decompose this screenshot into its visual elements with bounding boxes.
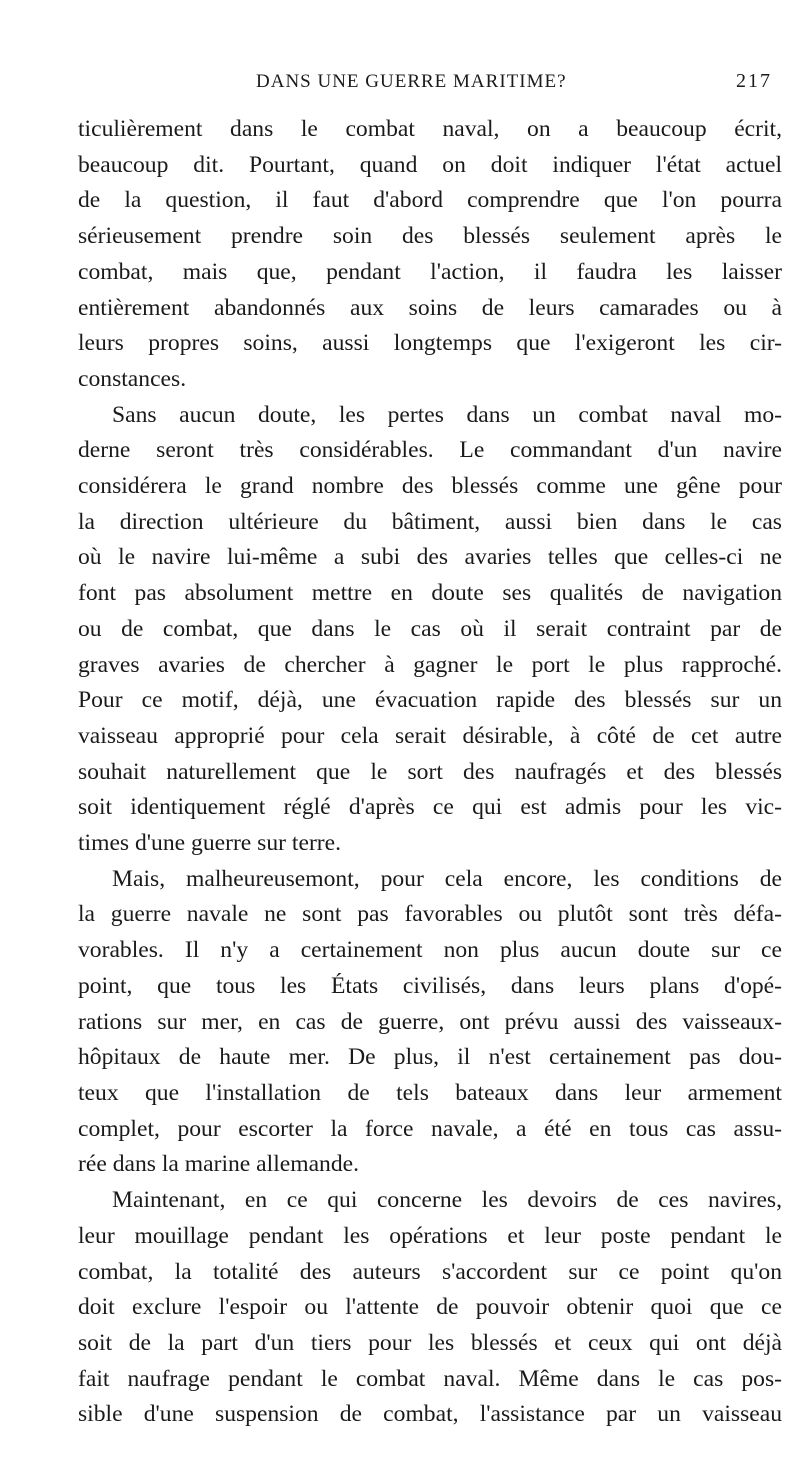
paragraph bbox=[78, 862, 782, 1183]
text-line: leurs propres soins, aussi longtemps que l'exigeront les cir- bbox=[78, 330, 782, 357]
text-line: où le navire lui-même a subi des avaries telles que celles-ci ne bbox=[78, 544, 782, 571]
text-line: soit de la part d'un tiers pour les blessés et ceux qui ont déjà bbox=[78, 1329, 782, 1356]
text-line: graves avaries de chercher à gagner le port le plus rapproché. bbox=[78, 651, 782, 678]
text-line: vaisseau approprié pour cela serait désirable, à côté de cet autre bbox=[78, 722, 782, 749]
text-line: Sans aucun doute, les pertes dans un combat naval mo- bbox=[112, 401, 782, 428]
text-line: considérera le grand nombre des blessés comme une gêne pour bbox=[78, 473, 782, 500]
text-line: complet, pour escorter la force navale, a été en tous cas assu- bbox=[78, 1115, 782, 1142]
text-line: combat, mais que, pendant l'action, il faudra les laisser bbox=[78, 258, 782, 285]
text-line: rations sur mer, en cas de guerre, ont prévu aussi des vaisseaux- bbox=[78, 1008, 782, 1035]
text-line: sible d'une suspension de combat, l'assistance par un vaisseau bbox=[78, 1401, 782, 1428]
text-line: derne seront très considérables. Le commandant d'un navire bbox=[78, 437, 782, 464]
text-line: ou de combat, que dans le cas où il serait contraint par de bbox=[78, 615, 782, 642]
text-line: soit identiquement réglé d'après ce qui est admis pour les vic- bbox=[78, 794, 782, 821]
text-line: font pas absolument mettre en doute ses qualités de navigation bbox=[78, 580, 782, 607]
text-line: la guerre navale ne sont pas favorables ou plutôt sont très défa- bbox=[78, 901, 782, 928]
text-line: combat, la totalité des auteurs s'accordent sur ce point qu'on bbox=[78, 1258, 782, 1285]
text-line: Pour ce motif, déjà, une évacuation rapide des blessés sur un bbox=[78, 687, 782, 714]
paragraph bbox=[78, 1183, 782, 1433]
text-line: sérieusement prendre soin des blessés seulement après le bbox=[78, 223, 782, 250]
paragraph bbox=[78, 398, 782, 862]
text-line: vorables. Il n'y a certainement non plus aucun doute sur ce bbox=[78, 937, 782, 964]
page-number: 217 bbox=[736, 70, 772, 92]
text-line: beaucoup dit. Pourtant, quand on doit indiquer l'état actuel bbox=[78, 151, 782, 178]
text-line: souhait naturellement que le sort des naufragés et des blessés bbox=[78, 758, 782, 785]
text-line: constances. bbox=[78, 365, 187, 392]
text-line: hôpitaux de haute mer. De plus, il n'est certainement pas dou- bbox=[78, 1044, 782, 1071]
running-title: DANS UNE GUERRE MARITIME? bbox=[256, 71, 567, 92]
text-line: teux que l'installation de tels bateaux dans leur armement bbox=[78, 1079, 782, 1106]
text-line: Mais, malheureusemont, pour cela encore, les conditions de bbox=[112, 865, 782, 892]
text-line: Maintenant, en ce qui concerne les devoirs de ces navires, bbox=[112, 1187, 782, 1214]
text-line: point, que tous les États civilisés, dans leurs plans d'opé- bbox=[78, 972, 782, 999]
text-line: times d'une guerre sur terre. bbox=[78, 830, 342, 857]
text-line: entièrement abandonnés aux soins de leurs camarades ou à bbox=[78, 294, 782, 321]
text-line: rée dans la marine allemande. bbox=[78, 1151, 360, 1178]
text-line: doit exclure l'espoir ou l'attente de pouvoir obtenir quoi que ce bbox=[78, 1294, 782, 1321]
text-line: la direction ultérieure du bâtiment, aussi bien dans le cas bbox=[78, 508, 782, 535]
body-text bbox=[78, 112, 782, 1433]
page-header bbox=[256, 70, 772, 110]
text-line: de la question, il faut d'abord comprendre que l'on pourra bbox=[78, 187, 782, 214]
text-line: leur mouillage pendant les opérations et leur poste pendant le bbox=[78, 1222, 782, 1249]
text-line: fait naufrage pendant le combat naval. Même dans le cas pos- bbox=[78, 1365, 782, 1392]
text-line: ticulièrement dans le combat naval, on a beaucoup écrit, bbox=[78, 116, 782, 142]
paragraph bbox=[78, 112, 782, 398]
